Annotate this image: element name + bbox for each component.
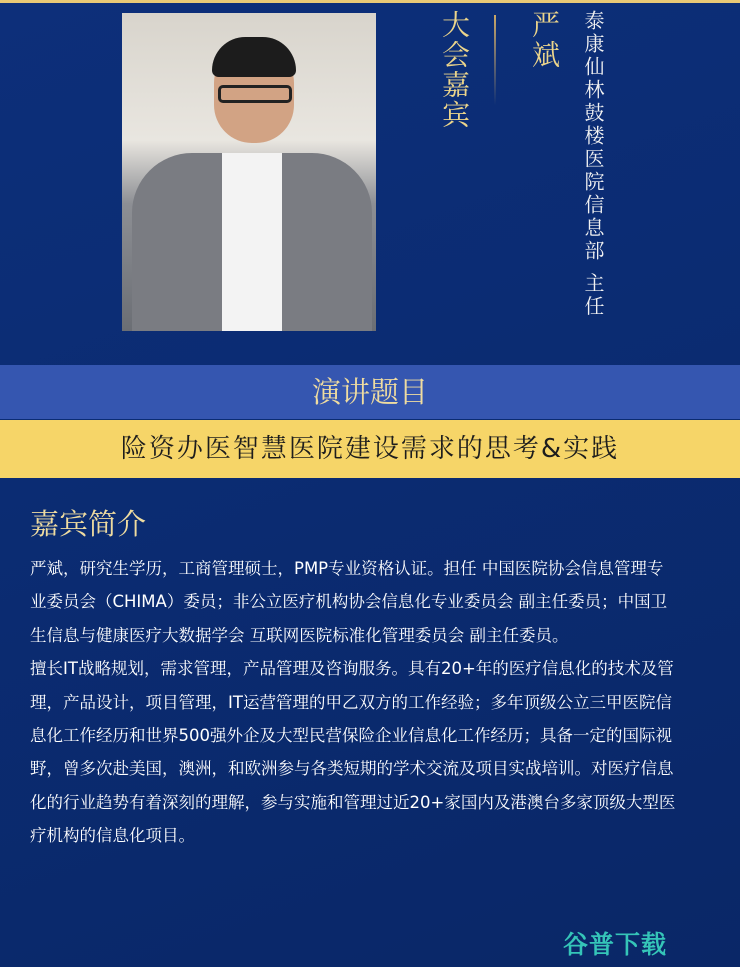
intro-heading: 嘉宾简介 xyxy=(30,507,147,541)
intro-line: 严斌，研究生学历，工商管理硕士，PMP专业资格认证。担任 中国医院协会信息管理专 xyxy=(30,559,664,578)
intro-line: 生信息与健康医疗大数据学会 互联网医院标准化管理委员会 副主任委员。 xyxy=(30,625,569,645)
intro-line: 疗机构的信息化项目。 xyxy=(30,826,195,846)
speaker-title: 泰康仙林鼓楼医院信息部 主任 xyxy=(581,10,605,319)
intro-line: 息化工作经历和世界500强外企及大型民营保险企业信息化工作经历；具备一定的国际视 xyxy=(30,726,672,746)
intro-line: 理，产品设计，项目管理，IT运营管理的甲乙双方的工作经验；多年顶级公立三甲医院信 xyxy=(30,692,672,712)
intro-text xyxy=(30,552,730,853)
divider xyxy=(494,15,496,105)
talk-heading: 演讲题目 xyxy=(0,365,740,419)
intro-line: 野，曾多次赴美国，澳洲，和欧洲参与各类短期的学术交流及项目实战培训。对医疗信息 xyxy=(30,759,674,779)
speaker-photo xyxy=(122,13,376,331)
guest-label: 大会嘉宾 xyxy=(438,10,471,130)
talk-title: 险资办医智慧医院建设需求的思考&实践 xyxy=(0,420,740,478)
watermark: 谷普下载 xyxy=(563,930,668,959)
intro-line: 擅长IT战略规划，需求管理，产品管理及咨询服务。具有20+年的医疗信息化的技术及管 xyxy=(30,659,674,679)
intro-line: 化的行业趋势有着深刻的理解，参与实施和管理过近20+家国内及港澳台多家顶级大型医 xyxy=(30,792,676,812)
top-gold-line xyxy=(0,0,740,3)
speaker-name: 严斌 xyxy=(528,10,561,70)
intro-line: 业委员会（CHIMA）委员；非公立医疗机构协会信息化专业委员会 副主任委员；中国卫 xyxy=(30,592,668,612)
